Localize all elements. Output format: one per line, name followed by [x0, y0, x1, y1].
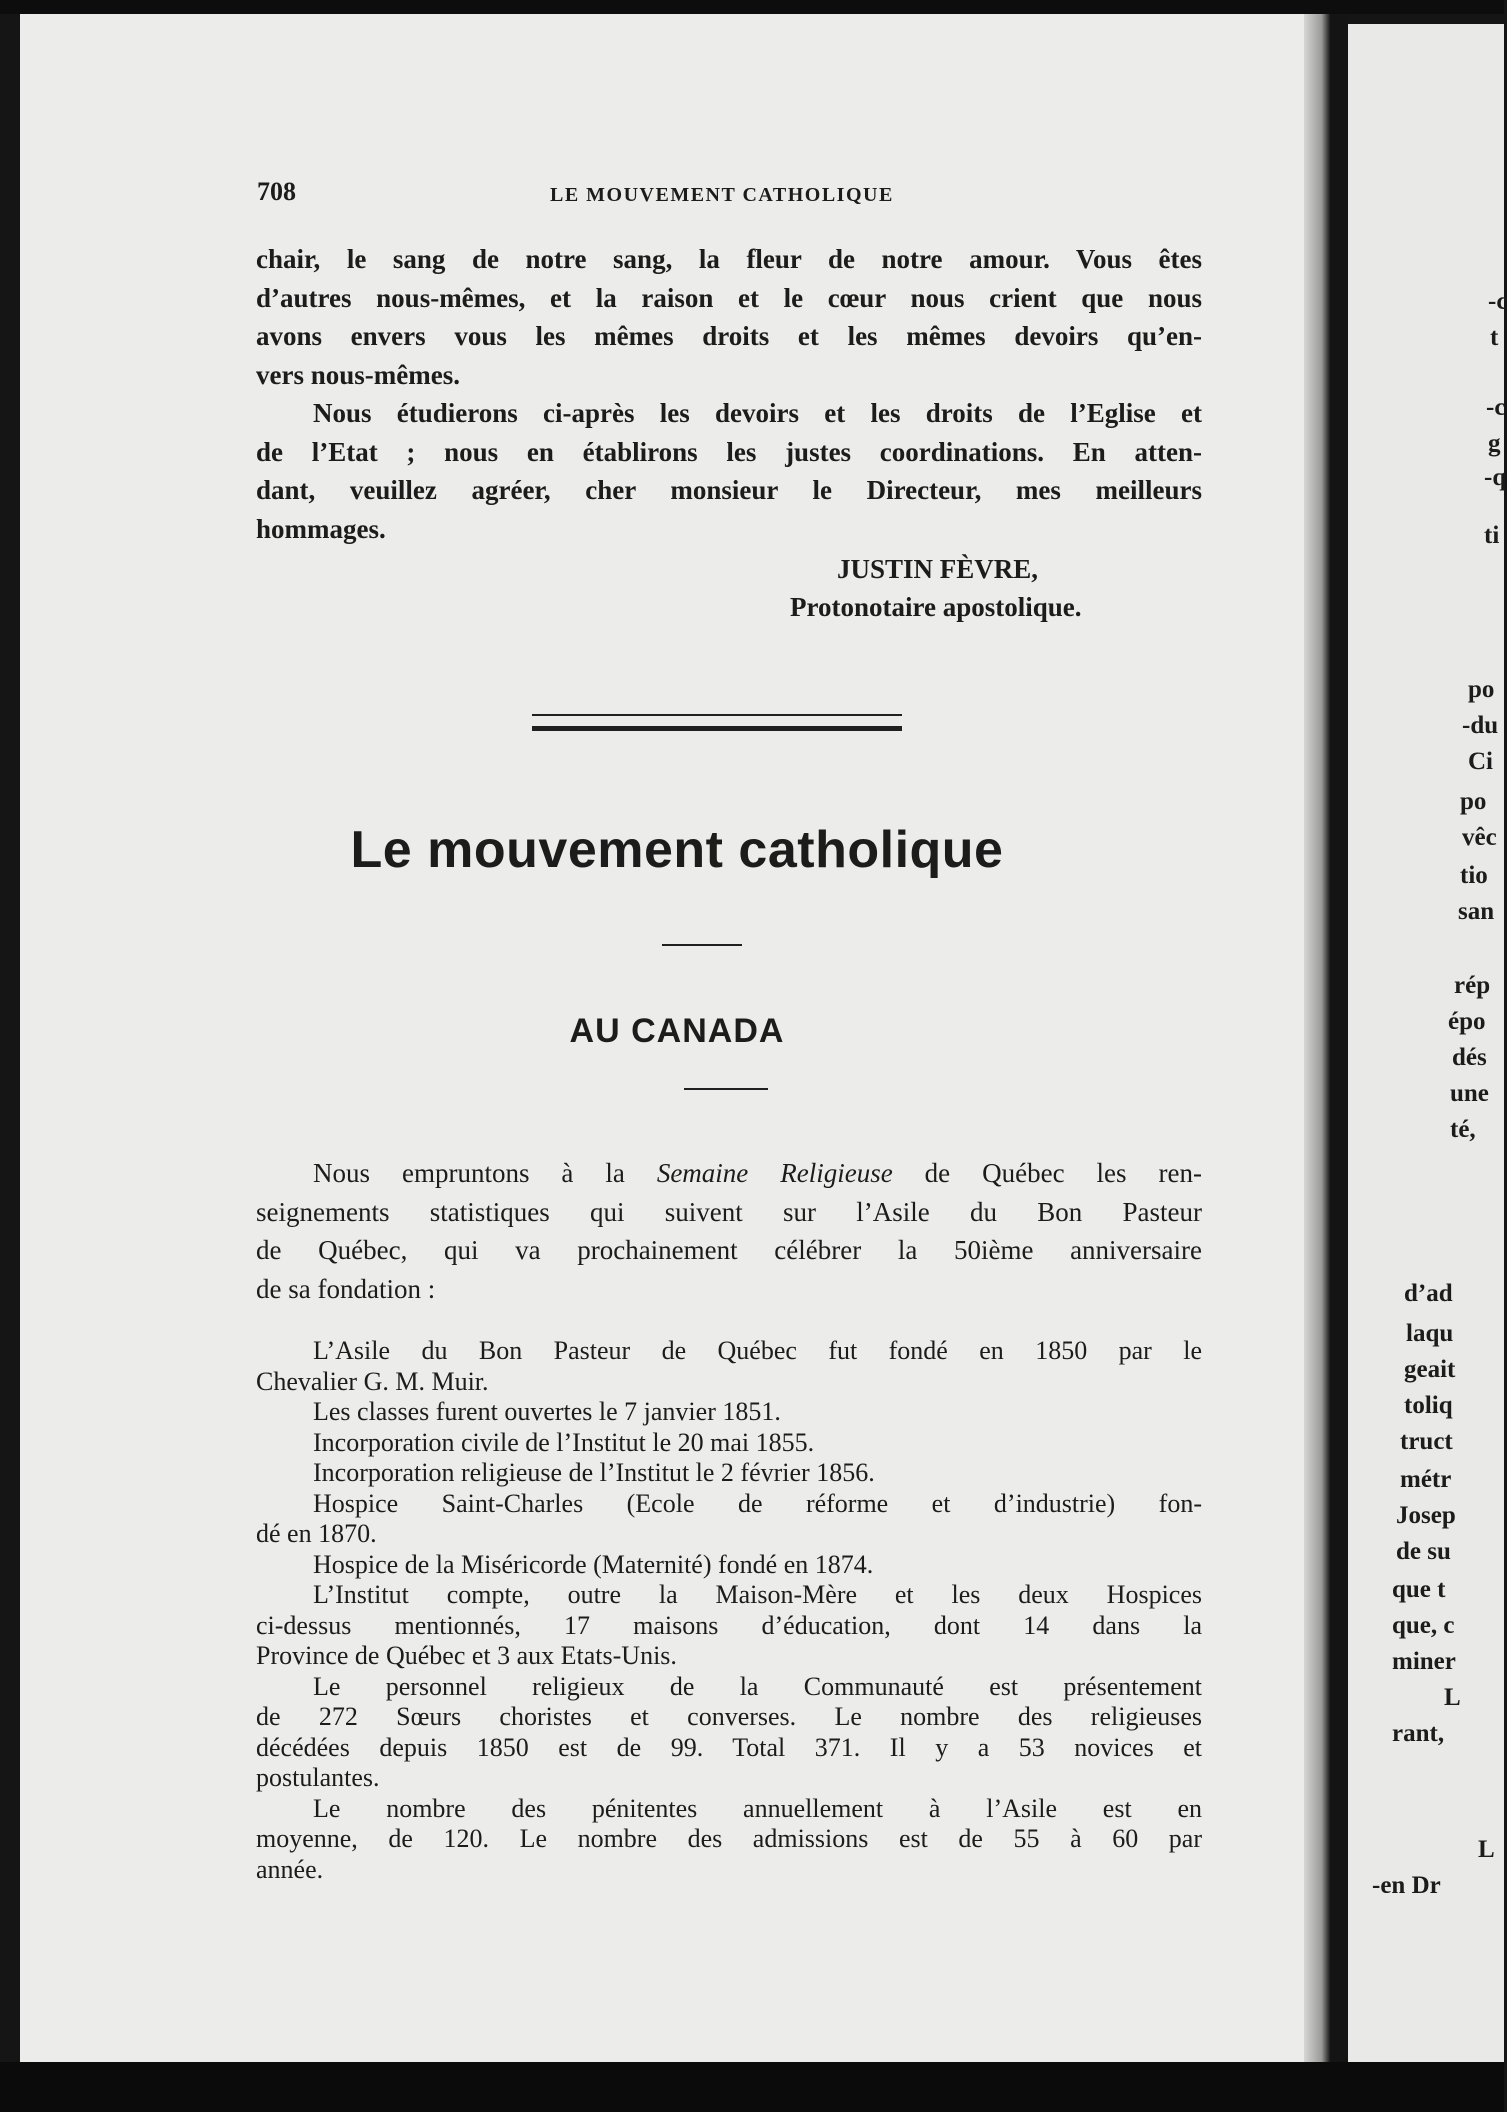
- fragment-text: g: [1488, 430, 1501, 457]
- fragment-text: laqu: [1406, 1320, 1454, 1347]
- intro-line-1: Nous empruntons à la Semaine Religieuse de Québec les ren-: [313, 1158, 1202, 1188]
- statistics-list: [256, 1336, 1202, 1885]
- fragment-text: rant,: [1392, 1720, 1445, 1747]
- intro-paragraph: [256, 1154, 1202, 1308]
- fragment-text: épo: [1448, 1008, 1486, 1035]
- fragment-text: métr: [1400, 1466, 1452, 1493]
- text-line: décédées depuis 1850 est de 99. Total 371. Il y a 53 novices et: [256, 1732, 1202, 1762]
- text-line: moyenne, de 120. Le nombre des admissions est de 55 à 60 par: [256, 1824, 1202, 1853]
- text-line: L’Institut compte, outre la Maison-Mère et les deux Hospices: [313, 1580, 1202, 1609]
- signature-name: JUSTIN FÈVRE,: [837, 554, 1039, 584]
- fragment-text: vêc: [1462, 824, 1497, 851]
- fragment-text: d’ad: [1404, 1280, 1453, 1307]
- running-title: LE MOUVEMENT CATHOLIQUE: [550, 184, 894, 206]
- divider-thin-line: [532, 714, 902, 716]
- fragment-text: san: [1458, 898, 1495, 925]
- fragment-text: rép: [1454, 972, 1491, 999]
- fragment-text: -c: [1486, 394, 1506, 421]
- fragment-text: miner: [1392, 1648, 1456, 1675]
- article-subtitle: AU CANADA: [569, 1012, 785, 1050]
- divider-thick-line: [532, 726, 902, 731]
- fragment-text: que t: [1392, 1576, 1446, 1603]
- book-gutter: [1304, 14, 1348, 2064]
- text-line: Hospice de la Miséricorde (Maternité) fondé en 1874.: [313, 1549, 874, 1579]
- fragment-text: -en Dr: [1372, 1872, 1441, 1899]
- text-line: postulantes.: [256, 1763, 380, 1792]
- fragment-text: -q: [1484, 464, 1507, 491]
- text-line: de Québec, qui va prochainement célébrer la 50ième anniversaire: [256, 1235, 1202, 1265]
- text-line: de l’Etat ; nous en établirons les justes coordinations. En atten-: [256, 436, 1202, 467]
- text-line: Le nombre des pénitentes annuellement à l’Asile est en: [313, 1793, 1202, 1823]
- italic-publication-name: Semaine Religieuse: [656, 1158, 893, 1188]
- fragment-text: ti: [1484, 522, 1500, 549]
- title-rule: [662, 944, 742, 946]
- fragment-text: t: [1490, 324, 1499, 351]
- fragment-text: té,: [1450, 1116, 1476, 1143]
- text-line: chair, le sang de notre sang, la fleur de notre amour. Vous êtes: [256, 244, 1202, 274]
- fragment-text: L: [1444, 1684, 1461, 1711]
- text-line: d’autres nous-mêmes, et la raison et le cœur nous crient que nous: [256, 282, 1202, 313]
- text-line: L’Asile du Bon Pasteur de Québec fut fondé en 1850 par le: [313, 1336, 1202, 1365]
- fragment-text: tio: [1460, 862, 1488, 889]
- text-line: Incorporation religieuse de l’Institut le 2 février 1856.: [313, 1458, 875, 1487]
- fragment-text: une: [1450, 1080, 1489, 1107]
- left-page: [20, 14, 1304, 2064]
- fragment-text: po: [1468, 676, 1495, 703]
- fragment-text: truct: [1400, 1428, 1453, 1455]
- letter-paragraph-1: [256, 240, 1202, 394]
- letter-paragraph-2: [256, 394, 1202, 548]
- fragment-text: -du: [1462, 712, 1499, 739]
- text-line: hommages.: [256, 513, 386, 544]
- text-line: Le personnel religieux de la Communauté est présentement: [313, 1671, 1202, 1701]
- text-line: dant, veuillez agréer, cher monsieur le Directeur, mes meilleurs: [256, 475, 1202, 505]
- text-line: de sa fondation :: [256, 1273, 436, 1304]
- text-line: année.: [256, 1854, 324, 1884]
- signature-title: Protonotaire apostolique.: [790, 592, 1082, 622]
- text-line: avons envers vous les mêmes droits et les mêmes devoirs qu’en-: [256, 321, 1202, 351]
- fragment-text: que, c: [1392, 1612, 1455, 1639]
- text-line: Province de Québec et 3 aux Etats-Unis.: [256, 1641, 677, 1670]
- fragment-text: Ci: [1468, 748, 1493, 775]
- fragment-text: L: [1478, 1836, 1495, 1863]
- fragment-text: po: [1460, 788, 1487, 815]
- text-line: vers nous-mêmes.: [256, 359, 460, 390]
- text-line: ci-dessus mentionnés, 17 maisons d’éducation, dont 14 dans la: [256, 1610, 1202, 1640]
- fragment-text: de su: [1396, 1538, 1451, 1565]
- fragment-text: Josep: [1396, 1502, 1456, 1529]
- text-line: Incorporation civile de l’Institut le 20 mai 1855.: [313, 1427, 815, 1457]
- text-line: dé en 1870.: [256, 1519, 377, 1548]
- article-title: Le mouvement catholique: [350, 821, 1004, 879]
- text-line: seignements statistiques qui suivent sur l’Asile du Bon Pasteur: [256, 1196, 1202, 1227]
- fragment-text: -c: [1488, 288, 1507, 315]
- scan-bottom-border: [0, 2062, 1504, 2112]
- page-number: 708: [257, 177, 296, 206]
- fragment-text: dés: [1452, 1044, 1487, 1071]
- scan-top-border: [0, 0, 1504, 14]
- subtitle-rule: [684, 1088, 768, 1090]
- text-line: de 272 Sœurs choristes et converses. Le nombre des religieuses: [256, 1702, 1202, 1731]
- text-line: Chevalier G. M. Muir.: [256, 1366, 489, 1396]
- text-line: Nous étudierons ci-après les devoirs et les droits de l’Eglise et: [313, 398, 1202, 428]
- facing-page-fragment: [1348, 24, 1507, 2064]
- text-line: Les classes furent ouvertes le 7 janvier 1851.: [313, 1397, 781, 1426]
- fragment-text: toliq: [1404, 1392, 1453, 1419]
- fragment-text: geait: [1404, 1356, 1456, 1383]
- text-line: Hospice Saint-Charles (Ecole de réforme et d’industrie) fon-: [313, 1488, 1202, 1518]
